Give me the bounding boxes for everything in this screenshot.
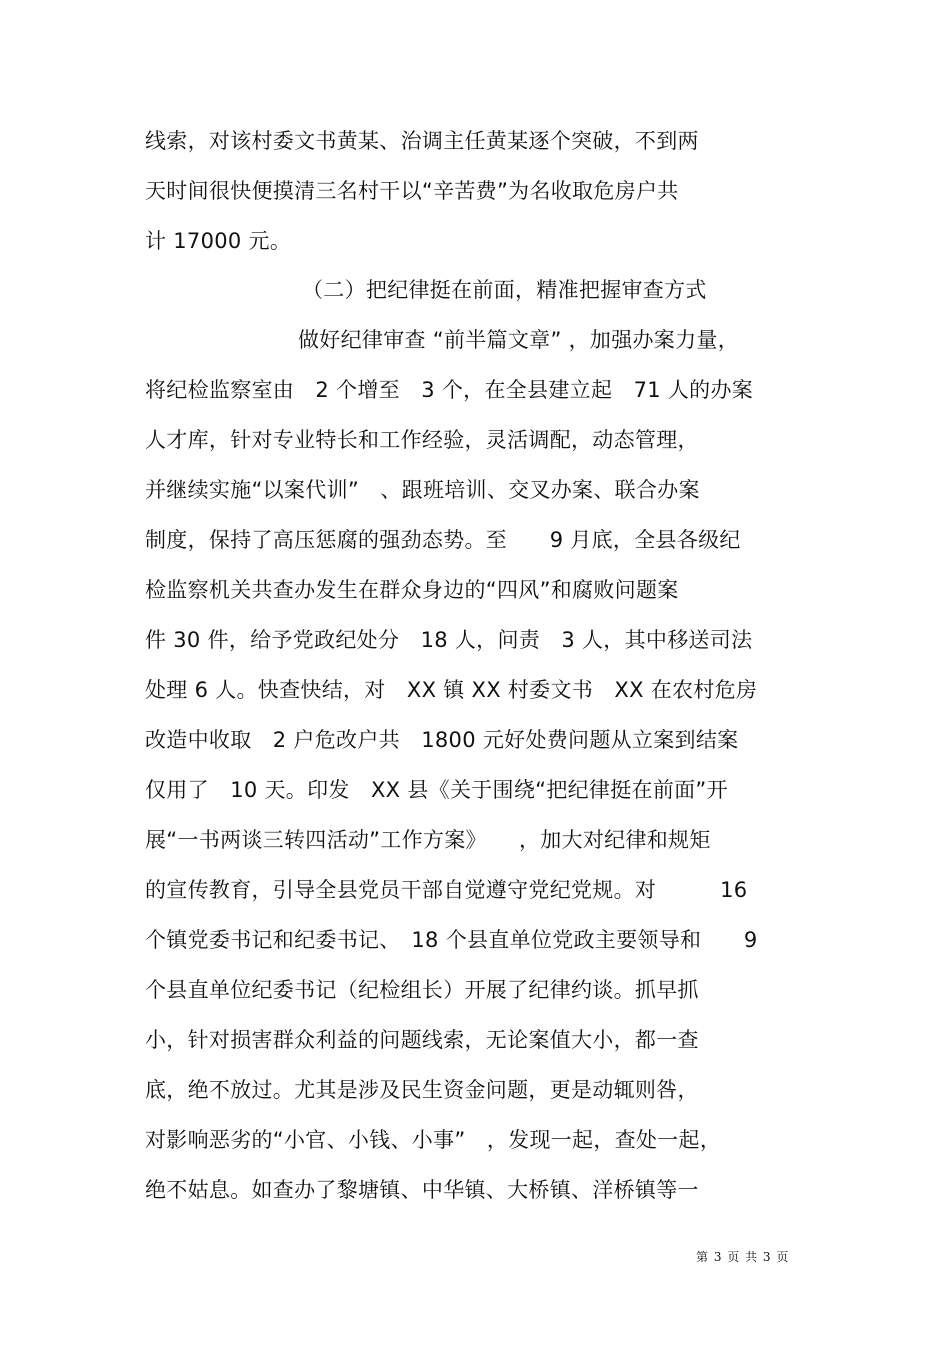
body-text-line: 仅用了 10 天。印发 XX 县《关于围绕“把纪律挺在前面”开	[145, 778, 728, 802]
section-heading: （二）把纪律挺在前面，精准把握审查方式	[302, 278, 707, 302]
body-text-line: 人才库，针对专业特长和工作经验，灵活调配，动态管理，	[145, 428, 699, 452]
body-text-line: 个县直单位纪委书记（纪检组长）开展了纪律约谈。抓早抓	[145, 978, 699, 1002]
body-text-line: 件 30 件，给予党政纪处分 18 人，问责 3 人，其中移送司法	[145, 628, 753, 652]
body-text-line: 对影响恶劣的“小官、小钱、小事” ，发现一起，查处一起，	[145, 1128, 722, 1152]
paragraph-first-line: 做好纪律审查 “前半篇文章” ，加强办案力量，	[298, 328, 740, 352]
body-text-line: 的宣传教育，引导全县党员干部自觉遵守党纪党规。对 16	[145, 878, 748, 902]
body-text-line: 底，绝不放过。尤其是涉及民生资金问题，更是动辄则咎，	[145, 1078, 699, 1102]
body-text-line: 绝不姑息。如查办了黎塘镇、中华镇、大桥镇、洋桥镇等一	[145, 1178, 699, 1202]
body-text-line: 展“一书两谈三转四活动”工作方案》 ，加大对纪律和规矩	[145, 828, 711, 852]
body-text-line: 线索，对该村委文书黄某、治调主任黄某逐个突破，不到两	[145, 129, 699, 153]
body-text-line: 处理 6 人。快查快结，对 XX 镇 XX 村委文书 XX 在农村危房	[145, 678, 758, 702]
body-text-line: 改造中收取 2 户危改户共 1800 元好处费问题从立案到结案	[145, 728, 739, 752]
body-text-line: 个镇党委书记和纪委书记、 18 个县直单位党政主要领导和 9	[145, 928, 758, 952]
page-number-footer: 第 3 页 共 3 页	[696, 1250, 790, 1264]
body-text-line: 制度，保持了高压惩腐的强劲态势。至 9 月底，全县各级纪	[145, 528, 741, 552]
body-text-line: 计 17000 元。	[145, 229, 292, 253]
body-text-line: 天时间很快便摸清三名村干以“辛苦费”为名收取危房户共	[145, 179, 679, 203]
body-text-line: 将纪检监察室由 2 个增至 3 个，在全县建立起 71 人的办案	[145, 378, 754, 402]
body-text-line: 小，针对损害群众利益的问题线索，无论案值大小，都一查	[145, 1028, 699, 1052]
body-text-line: 并继续实施“以案代训” 、跟班培训、交叉办案、联合办案	[145, 478, 700, 502]
body-text-line: 检监察机关共查办发生在群众身边的“四风”和腐败问题案	[145, 578, 679, 602]
